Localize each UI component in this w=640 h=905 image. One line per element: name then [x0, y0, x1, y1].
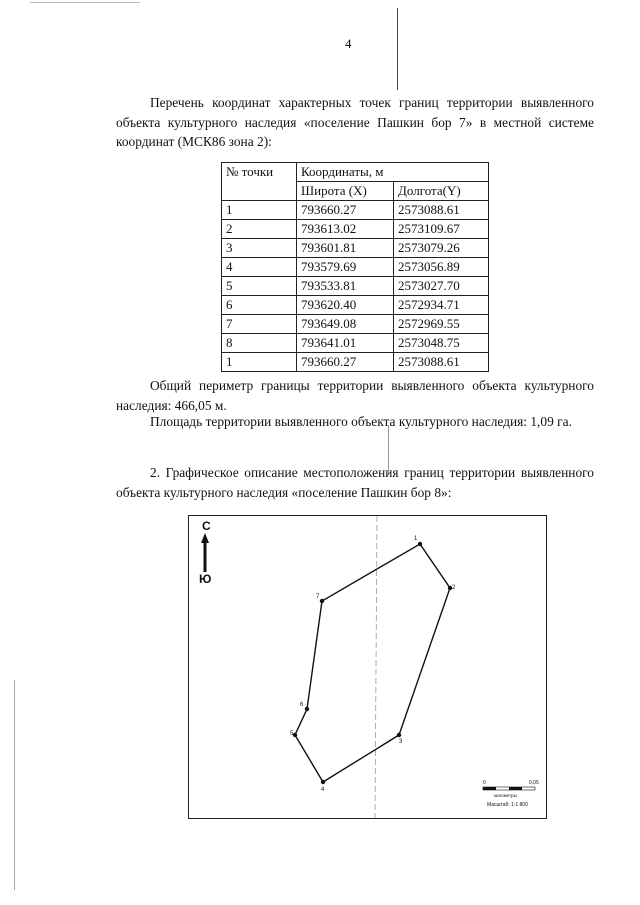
vertex-label-1: 1 — [414, 536, 418, 542]
table-row — [222, 220, 489, 239]
vertex-marker — [320, 599, 324, 603]
scale-unit: километры — [494, 793, 517, 798]
section2-paragraph: 2. Графическое описание местоположения границ территории выявленного объекта культурного наследия «поселение Пашкин бор 8»: — [116, 465, 594, 500]
north-arrow-icon — [201, 533, 209, 543]
cell-lat: 793579.69 — [297, 258, 394, 277]
cell-lon: 2573027.70 — [394, 277, 489, 296]
vertex-marker — [321, 780, 325, 784]
cell-lon: 2572934.71 — [394, 296, 489, 315]
vertex-label-6: 6 — [300, 702, 304, 708]
vertex-label-5: 5 — [290, 731, 294, 737]
vertex-marker — [305, 707, 309, 711]
cell-point: 5 — [222, 277, 297, 296]
cell-lon: 2573048.75 — [394, 334, 489, 353]
cell-lon: 2573056.89 — [394, 258, 489, 277]
page-number: 4 — [345, 36, 352, 51]
vertex-label-3: 3 — [399, 739, 403, 745]
table-row — [222, 201, 489, 220]
cell-lon: 2572969.55 — [394, 315, 489, 334]
north-arrow-shaft — [204, 542, 207, 572]
scan-top-mark — [30, 2, 140, 3]
intro-paragraph: Перечень координат характерных точек границ территории выявленного объекта культурного наследия «поселение Пашкин бор 7» в местной системе координат (МСК86 зона 2): — [116, 95, 594, 149]
cell-lon: 2573088.61 — [394, 353, 489, 372]
cell-lat: 793660.27 — [297, 201, 394, 220]
header-coordinates: Координаты, м — [297, 163, 489, 182]
scan-fold-line-top — [397, 8, 398, 90]
table-row — [222, 277, 489, 296]
map-fold-line — [375, 516, 377, 818]
table-row — [222, 334, 489, 353]
cell-lat: 793613.02 — [297, 220, 394, 239]
cell-point: 8 — [222, 334, 297, 353]
cell-lat: 793620.40 — [297, 296, 394, 315]
perimeter-paragraph: Общий периметр границы территории выявленного объекта культурного наследия: 466,05 м. — [116, 378, 594, 413]
cell-lat: 793601.81 — [297, 239, 394, 258]
boundary-polygon — [295, 544, 450, 782]
coordinates-table — [221, 162, 489, 372]
vertex-marker — [293, 733, 297, 737]
south-label: Ю — [199, 572, 212, 586]
scale-bar-segment — [509, 787, 522, 790]
header-latitude: Широта (X) — [297, 182, 394, 201]
cell-point: 2 — [222, 220, 297, 239]
table-row — [222, 239, 489, 258]
scale-text: Масштаб: 1:1 800 — [487, 802, 528, 808]
cell-lat: 793533.81 — [297, 277, 394, 296]
cell-lon: 2573109.67 — [394, 220, 489, 239]
cell-point: 6 — [222, 296, 297, 315]
cell-lat: 793641.01 — [297, 334, 394, 353]
scale-bar — [483, 780, 539, 808]
cell-point: 7 — [222, 315, 297, 334]
scale-zero: 0 — [483, 780, 486, 786]
table-header-row — [222, 163, 489, 182]
boundary-map-svg — [189, 516, 546, 818]
vertex-marker — [418, 542, 422, 546]
cell-lon: 2573079.26 — [394, 239, 489, 258]
cell-lat: 793660.27 — [297, 353, 394, 372]
vertex-label-2: 2 — [452, 585, 456, 591]
cell-point: 3 — [222, 239, 297, 258]
table-row — [222, 315, 489, 334]
header-point-number: № точки — [222, 163, 297, 201]
cell-point: 4 — [222, 258, 297, 277]
boundary-map — [188, 515, 547, 819]
vertex-label-7: 7 — [316, 594, 320, 600]
cell-lon: 2573088.61 — [394, 201, 489, 220]
cell-point: 1 — [222, 201, 297, 220]
table-row — [222, 353, 489, 372]
scale-max: 0,05 — [529, 780, 539, 786]
scale-bar-segment — [483, 787, 496, 790]
cell-point: 1 — [222, 353, 297, 372]
vertex-label-4: 4 — [321, 787, 325, 793]
table-row — [222, 258, 489, 277]
scan-edge-mark — [14, 680, 15, 890]
cell-lat: 793649.08 — [297, 315, 394, 334]
table-row — [222, 296, 489, 315]
vertex-marker — [397, 733, 401, 737]
north-label: С — [202, 519, 211, 533]
area-paragraph: Площадь территории выявленного объекта культурного наследия: 1,09 га. — [150, 414, 572, 429]
header-longitude: Долгота(Y) — [394, 182, 489, 201]
